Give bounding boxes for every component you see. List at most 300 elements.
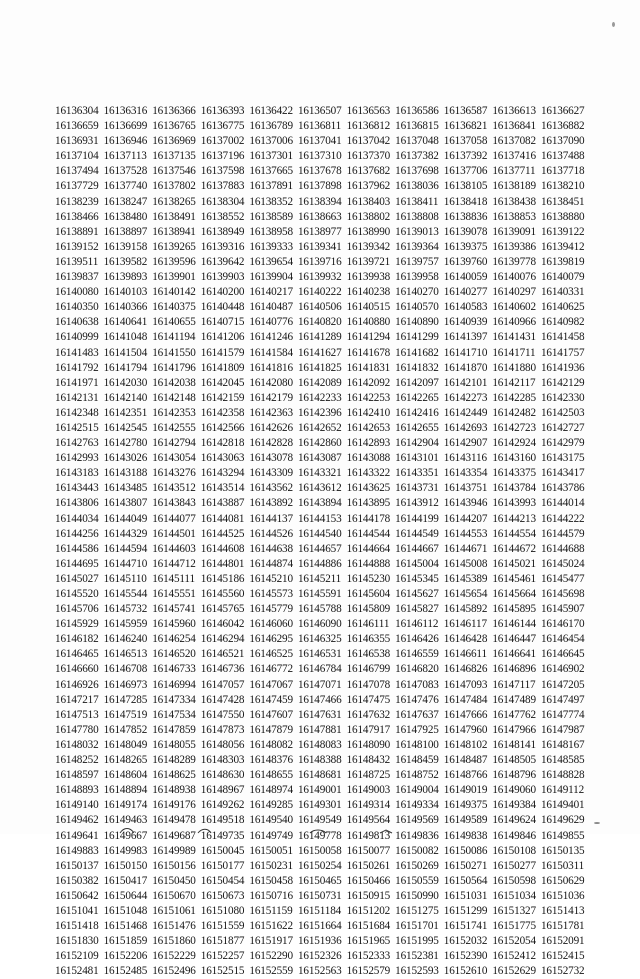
- number-cell: 16136563: [346, 105, 391, 117]
- number-cell: 16136613: [492, 105, 536, 117]
- number-cell: 16150644: [103, 889, 148, 902]
- number-cell: 16146660: [55, 663, 99, 676]
- number-cell: 16147334: [152, 693, 196, 706]
- number-cell: 16144256: [55, 527, 99, 540]
- number-cell: 16141757: [540, 346, 585, 359]
- number-cell: 16149983: [103, 844, 148, 857]
- number-cell: 16137310: [297, 150, 342, 163]
- number-cell: 16152257: [200, 950, 245, 963]
- number-cell: 16138836: [443, 210, 488, 223]
- number-cell: 16141431: [492, 331, 536, 344]
- number-cell: 16152229: [152, 950, 196, 963]
- number-cell: 16147879: [249, 723, 293, 736]
- number-cell: 16146772: [249, 663, 293, 676]
- number-cell: 16151080: [200, 904, 245, 917]
- number-cell: 16143175: [540, 452, 585, 465]
- number-cell: 16142253: [346, 391, 391, 404]
- number-cell: 16144586: [55, 542, 99, 555]
- number-cell: 16137041: [297, 135, 342, 148]
- number-cell: 16142924: [492, 437, 536, 450]
- number-row: [55, 346, 637, 361]
- number-cell: 16136815: [395, 120, 439, 133]
- number-cell: 16151468: [103, 920, 148, 933]
- number-cell: 16152091: [540, 935, 585, 948]
- number-cell: 16140515: [346, 301, 391, 314]
- number-cell: 16152610: [443, 965, 488, 978]
- number-cell: 16136316: [103, 105, 148, 117]
- number-cell: 16142159: [200, 391, 245, 404]
- number-cell: 16141627: [297, 346, 342, 359]
- number-cell: 16146112: [395, 618, 439, 631]
- number-cell: 16148432: [346, 754, 391, 767]
- number-cell: 16143625: [346, 482, 391, 495]
- number-cell: 16151664: [297, 920, 342, 933]
- number-cell: 16151327: [492, 904, 536, 917]
- number-cell: 16137090: [540, 135, 585, 148]
- number-cell: 16148938: [152, 784, 196, 797]
- number-cell: 16148090: [346, 738, 391, 751]
- number-cell: 16138990: [346, 225, 391, 238]
- number-cell: 16151936: [297, 935, 342, 948]
- number-cell: 16150269: [395, 859, 439, 872]
- number-cell: 16146042: [200, 618, 245, 631]
- number-cell: 16146513: [103, 648, 148, 661]
- number-cell: 16151877: [200, 935, 245, 948]
- number-cell: 16139582: [103, 255, 148, 268]
- number-cell: 16148725: [346, 769, 391, 782]
- number-cell: 16137082: [492, 135, 536, 148]
- number-cell: 16137382: [395, 150, 439, 163]
- number-cell: 16149549: [297, 814, 342, 827]
- number-cell: 16147534: [152, 708, 196, 721]
- number-cell: 16149838: [443, 829, 488, 842]
- number-cell: 16149462: [55, 814, 99, 827]
- number-cell: 16147083: [395, 678, 439, 691]
- number-cell: 16149989: [152, 844, 196, 857]
- number-cell: 16146294: [200, 633, 245, 646]
- number-cell: 16136507: [297, 105, 342, 117]
- number-cell: 16147762: [492, 708, 536, 721]
- number-cell: 16142265: [395, 391, 439, 404]
- number-cell: 16145732: [103, 603, 148, 616]
- number-cell: 16141550: [152, 346, 196, 359]
- number-row: [55, 738, 637, 753]
- number-cell: 16147607: [249, 708, 293, 721]
- number-cell: 16145008: [443, 557, 488, 570]
- number-cell: 16144544: [346, 527, 391, 540]
- number-cell: 16145892: [443, 603, 488, 616]
- number-cell: 16140366: [103, 301, 148, 314]
- number-cell: 16146355: [346, 633, 391, 646]
- number-cell: 16140641: [103, 316, 148, 329]
- number-row: [55, 587, 637, 602]
- number-cell: 16141825: [297, 361, 342, 374]
- number-cell: 16145627: [395, 588, 439, 600]
- number-cell: 16146144: [492, 618, 536, 631]
- number-cell: 16150277: [492, 859, 536, 872]
- number-row: [55, 662, 637, 677]
- number-cell: 16150058: [297, 844, 342, 857]
- number-cell: 16145345: [395, 572, 439, 585]
- number-row: [55, 300, 637, 315]
- number-row: [55, 934, 637, 949]
- number-row: [55, 904, 637, 919]
- number-cell: 16143751: [443, 482, 488, 495]
- number-cell: 16146820: [395, 663, 439, 676]
- number-cell: 16145698: [540, 588, 585, 600]
- number-cell: 16144526: [249, 527, 293, 540]
- number-cell: 16150311: [540, 859, 585, 872]
- number-cell: 16137962: [346, 180, 391, 193]
- number-cell: 16145230: [346, 572, 391, 585]
- number-cell: 16143294: [200, 467, 245, 480]
- number-cell: 16138808: [395, 210, 439, 223]
- number-row: [55, 512, 637, 527]
- number-cell: 16144077: [152, 512, 196, 525]
- number-cell: 16143183: [55, 467, 99, 480]
- number-cell: 16142515: [55, 421, 99, 434]
- number-cell: 16138418: [443, 195, 488, 208]
- number-cell: 16137598: [200, 165, 245, 178]
- number-row: [55, 270, 637, 285]
- number-cell: 16148681: [297, 769, 342, 782]
- number-row: [55, 572, 637, 587]
- number-cell: 16143946: [443, 497, 488, 510]
- number-cell: 16149112: [540, 784, 585, 797]
- number-cell: 16151622: [249, 920, 293, 933]
- number-cell: 16144553: [443, 527, 488, 540]
- number-cell: 16139375: [443, 240, 488, 253]
- number-cell: 16139364: [395, 240, 439, 253]
- bottom-edge-scrawl: [110, 824, 440, 834]
- number-cell: 16142285: [492, 391, 536, 404]
- number-cell: 16143562: [249, 482, 293, 495]
- number-cell: 16145004: [395, 557, 439, 570]
- number-cell: 16148796: [492, 769, 536, 782]
- number-cell: 16151830: [55, 935, 99, 948]
- number-cell: 16138663: [297, 210, 342, 223]
- number-cell: 16141880: [492, 361, 536, 374]
- number-cell: 16148505: [492, 754, 536, 767]
- number-cell: 16146426: [395, 633, 439, 646]
- number-cell: 16140602: [492, 301, 536, 314]
- number-cell: 16147550: [200, 708, 245, 721]
- number-cell: 16147852: [103, 723, 148, 736]
- number-cell: 16146538: [346, 648, 391, 661]
- number-cell: 16140142: [152, 286, 196, 299]
- number-cell: 16142045: [200, 376, 245, 389]
- number-cell: 16149569: [395, 814, 439, 827]
- number-cell: 16149883: [55, 844, 99, 857]
- number-cell: 16150915: [346, 889, 391, 902]
- number-cell: 16146295: [249, 633, 293, 646]
- number-cell: 16150417: [103, 874, 148, 887]
- number-cell: 16150077: [346, 844, 391, 857]
- number-cell: 16147513: [55, 708, 99, 721]
- number-cell: 16142363: [249, 406, 293, 419]
- number-cell: 16140200: [200, 286, 245, 299]
- number-cell: 16145960: [152, 618, 196, 631]
- number-cell: 16142780: [103, 437, 148, 450]
- number-cell: 16146926: [55, 678, 99, 691]
- number-cell: 16144664: [346, 542, 391, 555]
- number-cell: 16145211: [297, 572, 342, 585]
- number-cell: 16148265: [103, 754, 148, 767]
- number-cell: 16141682: [395, 346, 439, 359]
- number-cell: 16145477: [540, 572, 585, 585]
- number-cell: 16144540: [297, 527, 342, 540]
- number-cell: 16152593: [395, 965, 439, 978]
- number-cell: 16136812: [346, 120, 391, 133]
- number-cell: 16142353: [152, 406, 196, 419]
- number-cell: 16145741: [152, 603, 196, 616]
- number-cell: 16146090: [297, 618, 342, 631]
- number-cell: 16139642: [200, 255, 245, 268]
- number-cell: 16145544: [103, 588, 148, 600]
- number-cell: 16144688: [540, 542, 585, 555]
- number-cell: 16152054: [492, 935, 536, 948]
- number-cell: 16145110: [103, 572, 147, 585]
- number-cell: 16138802: [346, 210, 391, 223]
- number-cell: 16150642: [55, 889, 99, 902]
- number-cell: 16143354: [443, 467, 488, 480]
- number-cell: 16143512: [152, 482, 196, 495]
- number-cell: 16151048: [103, 904, 148, 917]
- number-cell: 16148252: [55, 754, 99, 767]
- number-cell: 16144501: [152, 527, 196, 540]
- number-cell: 16150731: [297, 889, 342, 902]
- number-cell: 16152515: [200, 965, 245, 978]
- number-cell: 16140583: [443, 301, 488, 314]
- number-cell: 16151741: [443, 920, 488, 933]
- number-cell: 16149735: [200, 829, 245, 842]
- number-cell: 16142904: [395, 437, 439, 450]
- number-cell: 16147774: [540, 708, 585, 721]
- number-cell: 16144329: [103, 527, 148, 540]
- number-cell: 16139333: [249, 240, 293, 253]
- number-cell: 16146733: [152, 663, 196, 676]
- number-cell: 16145907: [540, 603, 585, 616]
- number-cell: 16140655: [152, 316, 196, 329]
- number-row: [55, 421, 637, 436]
- number-cell: 16141294: [346, 331, 391, 344]
- number-cell: 16137370: [346, 150, 391, 163]
- number-cell: 16143101: [395, 452, 439, 465]
- number-cell: 16140080: [55, 286, 99, 299]
- number-cell: 16142503: [540, 406, 585, 419]
- number-cell: 16140375: [152, 301, 196, 314]
- number-cell: 16142763: [55, 437, 99, 450]
- number-cell: 16138480: [103, 210, 148, 223]
- number-cell: 16139757: [395, 255, 439, 268]
- number-cell: 16143786: [540, 482, 585, 495]
- number-cell: 16149564: [346, 814, 391, 827]
- number-cell: 16151034: [492, 889, 536, 902]
- number-cell: 16140448: [200, 301, 245, 314]
- number-cell: 16136699: [103, 120, 148, 133]
- number-cell: 16138880: [540, 210, 585, 223]
- number-cell: 16142993: [55, 452, 99, 465]
- number-cell: 16147217: [55, 693, 99, 706]
- number-cell: 16136393: [200, 105, 245, 117]
- number-cell: 16142089: [297, 376, 342, 389]
- number-cell: 16145021: [492, 557, 536, 570]
- number-cell: 16140059: [443, 271, 488, 284]
- number-cell: 16146240: [103, 633, 148, 646]
- number-cell: 16137898: [297, 180, 342, 193]
- number-cell: 16140715: [200, 316, 245, 329]
- number-cell: 16138239: [55, 195, 99, 208]
- number-row: [55, 542, 637, 557]
- number-cell: 16147489: [492, 693, 536, 706]
- number-cell: 16149478: [152, 814, 196, 827]
- number-cell: 16143160: [492, 452, 536, 465]
- number-row: [55, 466, 637, 481]
- number-cell: 16151299: [443, 904, 488, 917]
- number-cell: 16146784: [297, 663, 342, 676]
- number-row: [55, 949, 637, 964]
- number-cell: 16147859: [152, 723, 196, 736]
- number-cell: 16139342: [346, 240, 391, 253]
- number-row: [55, 285, 637, 300]
- number-cell: 16139152: [55, 240, 99, 253]
- number-cell: 16144549: [395, 527, 439, 540]
- number-cell: 16140270: [395, 286, 439, 299]
- number-cell: 16142351: [103, 406, 148, 419]
- number-cell: 16141792: [55, 361, 99, 374]
- number-row: [55, 889, 637, 904]
- number-cell: 16138105: [443, 180, 488, 193]
- number-cell: 16149401: [540, 799, 585, 812]
- number-cell: 16149463: [103, 814, 148, 827]
- number-cell: 16143806: [55, 497, 99, 510]
- number-cell: 16149262: [200, 799, 245, 812]
- number-cell: 16140277: [443, 286, 488, 299]
- number-cell: 16137392: [443, 150, 488, 163]
- number-cell: 16146559: [395, 648, 439, 661]
- number-cell: 16142828: [249, 437, 293, 450]
- number-cell: 16150598: [492, 874, 536, 887]
- number-cell: 16139158: [103, 240, 148, 253]
- number-cell: 16148630: [200, 769, 245, 782]
- number-cell: 16140939: [443, 316, 488, 329]
- number-cell: 16138958: [249, 225, 293, 238]
- number-cell: 16147205: [540, 678, 585, 691]
- number-cell: 16151781: [540, 920, 585, 933]
- number-cell: 16136304: [55, 105, 99, 117]
- number-cell: 16142080: [249, 376, 293, 389]
- number-cell: 16142449: [443, 406, 488, 419]
- number-cell: 16146254: [152, 633, 196, 646]
- number-cell: 16145827: [395, 603, 439, 616]
- number-cell: 16138552: [200, 210, 245, 223]
- number-row: [55, 149, 637, 164]
- number-cell: 16148388: [297, 754, 342, 767]
- number-cell: 16147078: [346, 678, 391, 691]
- number-cell: 16145809: [346, 603, 391, 616]
- number-cell: 16137718: [540, 165, 585, 178]
- number-cell: 16146973: [103, 678, 148, 691]
- number-cell: 16136775: [200, 120, 245, 133]
- number-cell: 16146525: [249, 648, 293, 661]
- number-row: [55, 179, 637, 194]
- number-row: [55, 330, 637, 345]
- number-cell: 16140820: [297, 316, 342, 329]
- number-cell: 16142979: [540, 437, 585, 450]
- number-cell: 16149001: [297, 784, 342, 797]
- number-cell: 16142092: [346, 376, 391, 389]
- number-cell: 16140776: [249, 316, 293, 329]
- number-cell: 16140625: [540, 301, 585, 314]
- number-cell: 16142038: [152, 376, 196, 389]
- number-cell: 16139901: [152, 271, 196, 284]
- number-row: [55, 798, 637, 813]
- number-cell: 16148376: [249, 754, 293, 767]
- number-cell: 16145186: [200, 572, 245, 585]
- number-cell: 16140076: [492, 271, 536, 284]
- number-cell: 16140966: [492, 316, 536, 329]
- number-cell: 16140999: [55, 331, 99, 344]
- number-cell: 16143443: [55, 482, 99, 495]
- number-cell: 16146465: [55, 648, 99, 661]
- number-cell: 16149749: [249, 829, 293, 842]
- number-cell: 16144034: [55, 512, 99, 525]
- number-cell: 16145654: [443, 588, 488, 600]
- number-cell: 16148056: [200, 738, 245, 751]
- number-cell: 16139654: [249, 255, 293, 268]
- number-cell: 16142030: [103, 376, 148, 389]
- number-cell: 16144081: [200, 512, 245, 525]
- number-cell: 16146902: [540, 663, 585, 676]
- number-cell: 16148082: [249, 738, 293, 751]
- number-cell: 16147285: [103, 693, 148, 706]
- number-cell: 16147459: [249, 693, 293, 706]
- number-cell: 16136627: [540, 105, 585, 117]
- number-cell: 16138451: [540, 195, 585, 208]
- scan-speck: [612, 22, 615, 27]
- number-cell: 16141504: [103, 346, 148, 359]
- number-cell: 16143731: [395, 482, 439, 495]
- number-cell: 16151202: [346, 904, 391, 917]
- number-cell: 16147428: [200, 693, 245, 706]
- number-cell: 16141206: [200, 331, 245, 344]
- number-row: [55, 632, 637, 647]
- number-cell: 16146520: [152, 648, 196, 661]
- number-cell: 16141579: [200, 346, 245, 359]
- number-cell: 16148100: [395, 738, 439, 751]
- number-cell: 16141794: [103, 361, 148, 374]
- number-cell: 16146111: [346, 618, 390, 631]
- number-cell: 16144608: [200, 542, 245, 555]
- number-cell: 16145929: [55, 618, 99, 631]
- number-cell: 16144178: [346, 512, 391, 525]
- number-cell: 16140238: [346, 286, 391, 299]
- number-cell: 16143351: [395, 467, 439, 480]
- number-cell: 16151275: [395, 904, 439, 917]
- number-cell: 16151965: [346, 935, 391, 948]
- number-cell: 16143894: [297, 497, 342, 510]
- number-cell: 16141711: [492, 346, 536, 359]
- number-cell: 16145461: [492, 572, 536, 585]
- number-cell: 16145779: [249, 603, 293, 616]
- number-cell: 16147780: [55, 723, 99, 736]
- number-cell: 16137740: [103, 180, 148, 193]
- number-cell: 16136659: [55, 120, 99, 133]
- number-cell: 16149641: [55, 829, 99, 842]
- number-cell: 16146736: [200, 663, 245, 676]
- number-cell: 16139958: [395, 271, 439, 284]
- number-cell: 16140638: [55, 316, 99, 329]
